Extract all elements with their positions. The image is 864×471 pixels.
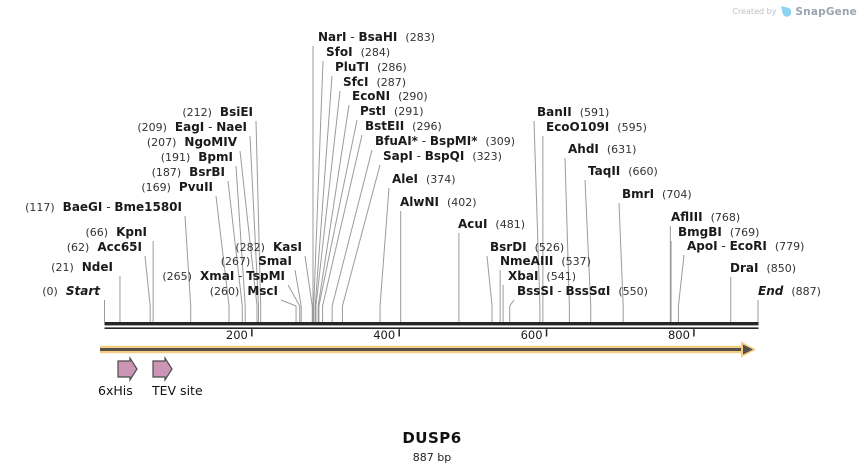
site-label-afliii[interactable]: AflIII (768) — [671, 210, 741, 224]
feature-label-6xhis[interactable]: 6xHis — [98, 383, 133, 398]
site-label-xbai[interactable]: XbaI (541) — [508, 269, 576, 283]
site-leader-line — [487, 256, 492, 322]
sequence-title: DUSP6 — [402, 429, 462, 447]
site-label-acc65i[interactable]: (62) Acc65I — [66, 240, 142, 254]
feature-label-tev-site[interactable]: TEV site — [152, 383, 203, 398]
tick-label: 600 — [520, 328, 543, 342]
site-leader-line — [305, 256, 312, 322]
site-label-psti[interactable]: PstI (291) — [360, 104, 424, 118]
site-leader-line — [281, 300, 296, 322]
site-label-apoi-ecori[interactable]: ApoI - EcoRI (779) — [687, 239, 805, 253]
site-label-ndei[interactable]: (21) NdeI — [51, 260, 113, 274]
title-block — [0, 429, 864, 464]
site-label-banii[interactable]: BanII (591) — [537, 105, 610, 119]
site-label-ahdi[interactable]: AhdI (631) — [568, 142, 637, 156]
site-label-nari-bsahi[interactable]: NarI - BsaHI (283) — [318, 30, 435, 44]
site-label-alwni[interactable]: AlwNI (402) — [400, 195, 477, 209]
site-label-sfci[interactable]: SfcI (287) — [343, 75, 407, 89]
site-label-kasi[interactable]: (282) KasI — [235, 240, 302, 254]
site-leader-line — [323, 135, 362, 322]
site-label-ngomiv[interactable]: (207) NgoMIV — [146, 135, 237, 149]
site-leader-line — [145, 256, 150, 322]
site-label-acui[interactable]: AcuI (481) — [458, 217, 526, 231]
feature-arrow-tev-site[interactable] — [153, 358, 172, 380]
site-label-sfoi[interactable]: SfoI (284) — [326, 45, 391, 59]
site-label-bsrbi[interactable]: (187) BsrBI — [151, 165, 225, 179]
site-label-alei[interactable]: AleI (374) — [392, 172, 456, 186]
site-leader-line — [319, 120, 357, 322]
tick-label: 800 — [667, 328, 690, 342]
site-label-sapi-bspqi[interactable]: SapI - BspQI (323) — [383, 149, 502, 163]
tick-label: 200 — [225, 328, 248, 342]
site-label-bfuai-bspmi[interactable]: BfuAI* - BspMI* (309) — [375, 134, 516, 148]
sequence-length: 887 bp — [412, 451, 452, 464]
feature-arrow-6xhis[interactable] — [118, 358, 137, 380]
site-label-baegi-bme1580i[interactable]: (117) BaeGI - Bme1580I — [25, 200, 182, 214]
credit-text: Created by — [732, 7, 777, 16]
site-label-kpni[interactable]: (66) KpnI — [85, 225, 147, 239]
site-label-bsrdi[interactable]: BsrDI (526) — [490, 240, 565, 254]
site-label-pvuii[interactable]: (169) PvuII — [141, 180, 213, 194]
site-label-msci[interactable]: (260) MscI — [209, 284, 278, 298]
site-label-bsiei[interactable]: (212) BsiEI — [182, 105, 253, 119]
ruler-line-bottom — [105, 327, 759, 329]
site-label-eagi-naei[interactable]: (209) EagI - NaeI — [137, 120, 247, 134]
site-label-bmri[interactable]: BmrI (704) — [622, 187, 692, 201]
site-label-bpmi[interactable]: (191) BpmI — [160, 150, 233, 164]
site-label-bsssi-bsss-i[interactable]: BssSI - BssSαI (550) — [517, 284, 648, 298]
site-label-taqii[interactable]: TaqII (660) — [588, 164, 658, 178]
site-label-pluti[interactable]: PluTI (286) — [335, 60, 407, 74]
backbone-arrow-core — [100, 348, 744, 351]
site-label-ecoo109i[interactable]: EcoO109I (595) — [546, 120, 647, 134]
site-leader-line — [380, 188, 389, 322]
site-label-end[interactable]: End (887) — [758, 284, 821, 298]
site-label-nmeaiii[interactable]: NmeAIII (537) — [500, 254, 591, 268]
site-leader-line — [585, 180, 591, 322]
ruler-line-top — [105, 322, 759, 325]
site-label-bmgbi[interactable]: BmgBI (769) — [678, 225, 760, 239]
site-leader-line — [678, 255, 684, 322]
site-label-smai[interactable]: (267) SmaI — [220, 254, 292, 268]
site-label-drai[interactable]: DraI (850) — [730, 261, 797, 275]
site-label-econi[interactable]: EcoNI (290) — [352, 89, 428, 103]
site-label-start[interactable]: (0) Start — [42, 284, 100, 298]
site-leader-line — [619, 203, 623, 322]
credit-brand: SnapGene — [795, 5, 857, 18]
tick-label: 400 — [373, 328, 396, 342]
site-label-xmai-tspmi[interactable]: (265) XmaI - TspMI — [162, 269, 285, 283]
site-leader-line — [510, 300, 514, 322]
site-label-bsteii[interactable]: BstEII (296) — [365, 119, 442, 133]
